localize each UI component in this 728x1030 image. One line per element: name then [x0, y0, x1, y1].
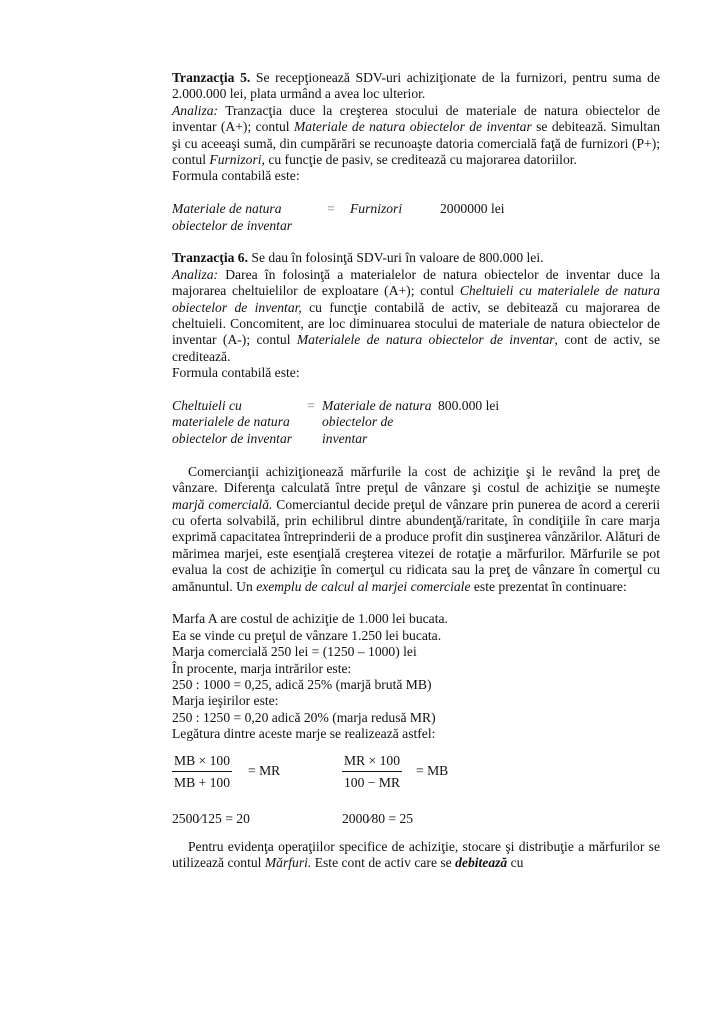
t6-formula-debit: Cheltuieli cu materialele de natura obiectelor de inventar: [172, 398, 293, 446]
example-line: În procente, marja intrărilor este:: [172, 660, 352, 676]
t5-analysis-text-1: Tranzacţia duce la creşterea stocului de materiale de natura obiectelor de inventar (A+); contul: [172, 102, 660, 135]
t5-formula: [172, 201, 660, 234]
closing-debit-term: debitează: [455, 855, 508, 871]
example-line: Marja comercială 250 lei = (1250 – 1000) lei: [172, 644, 417, 660]
formula-mr-fraction: [172, 753, 232, 792]
margin-term: marjă comercială.: [172, 496, 273, 512]
t5-analysis-label: Analiza:: [172, 102, 219, 118]
t5-formula-sign: =: [327, 201, 335, 217]
formula-mr-numerator: MB × 100: [172, 753, 232, 772]
t6-account-2: Materialele de natura obiectelor de inventar: [296, 332, 555, 348]
t6-formula-amount: 800.000 lei: [438, 398, 500, 414]
t6-heading: Tranzacţia 6.: [172, 250, 249, 266]
margin-example-term: exemplu de calcul al marjei comerciale: [256, 578, 471, 594]
closing-paragraph: [172, 839, 660, 872]
formula-mb-result: = MB: [416, 762, 449, 778]
t6-analysis-label: Analiza:: [172, 266, 219, 282]
closing-account: Mărfuri.: [264, 855, 312, 871]
example-line: 250 : 1000 = 0,25, adică 25% (marjă brută MB): [172, 676, 432, 692]
t5-paragraph: [172, 70, 660, 103]
t5-account-2: Furnizori: [209, 152, 262, 168]
margin-paragraph: [172, 464, 660, 595]
example-line: Legătura dintre aceste marje se realizează astfel:: [172, 726, 436, 742]
formula-mb-numerator: MR × 100: [342, 753, 402, 772]
margin-text-2: Comerciantul decide preţul de vânzare prin punerea de acord a cererii cu oferta solvabilă, prin echilibrul dintre abundenţă/raritate, în condiţiile în care marja exprimă capacitatea întreprinderii de a produce profit din susţinerea vânzărilor. Alături de mărimea marjei, este esenţială creşterea vitezei de rotaţie a mărfurilor. Mărfurile se pot evalua la cost de achiziţie în comerţul cu ridicata sau la preţ de vânzare în comerţul cu amănuntul. Un: [172, 496, 661, 594]
example-line: 250 : 1250 = 0,20 adică 20% (marja redusă MR): [172, 709, 436, 725]
t5-analysis-text-3: , cu funcţie de pasiv, se creditează cu majorarea datoriilor.: [261, 152, 577, 168]
closing-text-1: Pentru evidenţa operaţiilor specifice de achiziţie, stocare şi distribuţie a mărfurilor se utilizează contul: [172, 838, 660, 871]
closing-text-3: cu: [507, 855, 524, 871]
t5-analysis: [172, 103, 660, 169]
closing-text-2: Este cont de activ care se: [311, 855, 456, 871]
t5-account-1: Materiale de natura obiectelor de inventar: [293, 119, 532, 135]
t6-analysis-text-2: cu funcţie contabilă de activ, se debitează cu majorarea de cheltuieli. Concomitent, are loc diminuarea stocului de materiale de natura obiectelor de inventar (A-); contul: [172, 299, 660, 348]
t6-paragraph: [172, 250, 660, 266]
formula-mb-fraction: [342, 753, 402, 792]
formula-mr-denominator: MB + 100: [174, 774, 231, 790]
t6-text: Se dau în folosinţă SDV-uri în valoare de 800.000 lei.: [248, 250, 544, 266]
example-line: Marfa A are costul de achiziţie de 1.000 lei bucata.: [172, 611, 448, 627]
document-page: [172, 70, 660, 872]
t6-analysis: [172, 267, 660, 365]
t5-formula-amount: 2000000 lei: [440, 201, 505, 217]
calc-1: 2500⁄125 = 20: [172, 810, 250, 826]
t5-formula-label: Formula contabilă este:: [172, 168, 300, 184]
calc-2: 2000⁄80 = 25: [342, 810, 414, 826]
margin-text-1: Comercianţii achiziţionează mărfurile la cost de achiziţie şi le revând la preţ de vânzare. Diferenţa calculată între preţul de vânzare şi costul de achiziţie se numeşte: [172, 463, 660, 496]
margin-text-3: este prezentat în continuare:: [470, 578, 627, 594]
t6-formula-credit: Materiale de natura obiectelor de inventar: [322, 398, 432, 446]
t5-text: Se recepţionează SDV-uri achiziţionate de la furnizori, pentru suma de 2.000.000 lei, plata urmând a avea loc ulterior.: [172, 70, 660, 102]
formula-mr-result: = MR: [248, 762, 281, 778]
t5-analysis-text-2: se debitează. Simultan şi cu aceeaşi sumă, din cumpărări se recunoaşte datoria comercială faţă de furnizori (P+); contul: [172, 119, 660, 168]
t6-formula-sign: =: [307, 398, 315, 414]
example-block: [172, 611, 660, 742]
example-line: Ea se vinde cu preţul de vânzare 1.250 lei bucata.: [172, 627, 442, 643]
t6-formula-label: Formula contabilă este:: [172, 365, 300, 381]
t5-formula-credit: Furnizori: [350, 201, 403, 217]
t6-formula: [172, 398, 660, 447]
t5-heading: Tranzacţia 5.: [172, 70, 251, 85]
t5-formula-debit: Materiale de natura obiectelor de inventar: [172, 201, 293, 233]
t6-analysis-text-3: , cont de activ, se creditează.: [172, 332, 660, 364]
t6-account-1: Cheltuieli cu materialele de natura obiectelor de inventar,: [172, 283, 661, 315]
example-line: Marja ieşirilor este:: [172, 693, 279, 709]
margin-formulas: [172, 752, 660, 826]
formula-mb-denominator: 100 − MR: [344, 774, 401, 790]
t6-analysis-text-1: Darea în folosinţă a materialelor de natura obiectelor de inventar duce la majorarea cheltuielilor de exploatare (A+); contul: [172, 266, 660, 299]
